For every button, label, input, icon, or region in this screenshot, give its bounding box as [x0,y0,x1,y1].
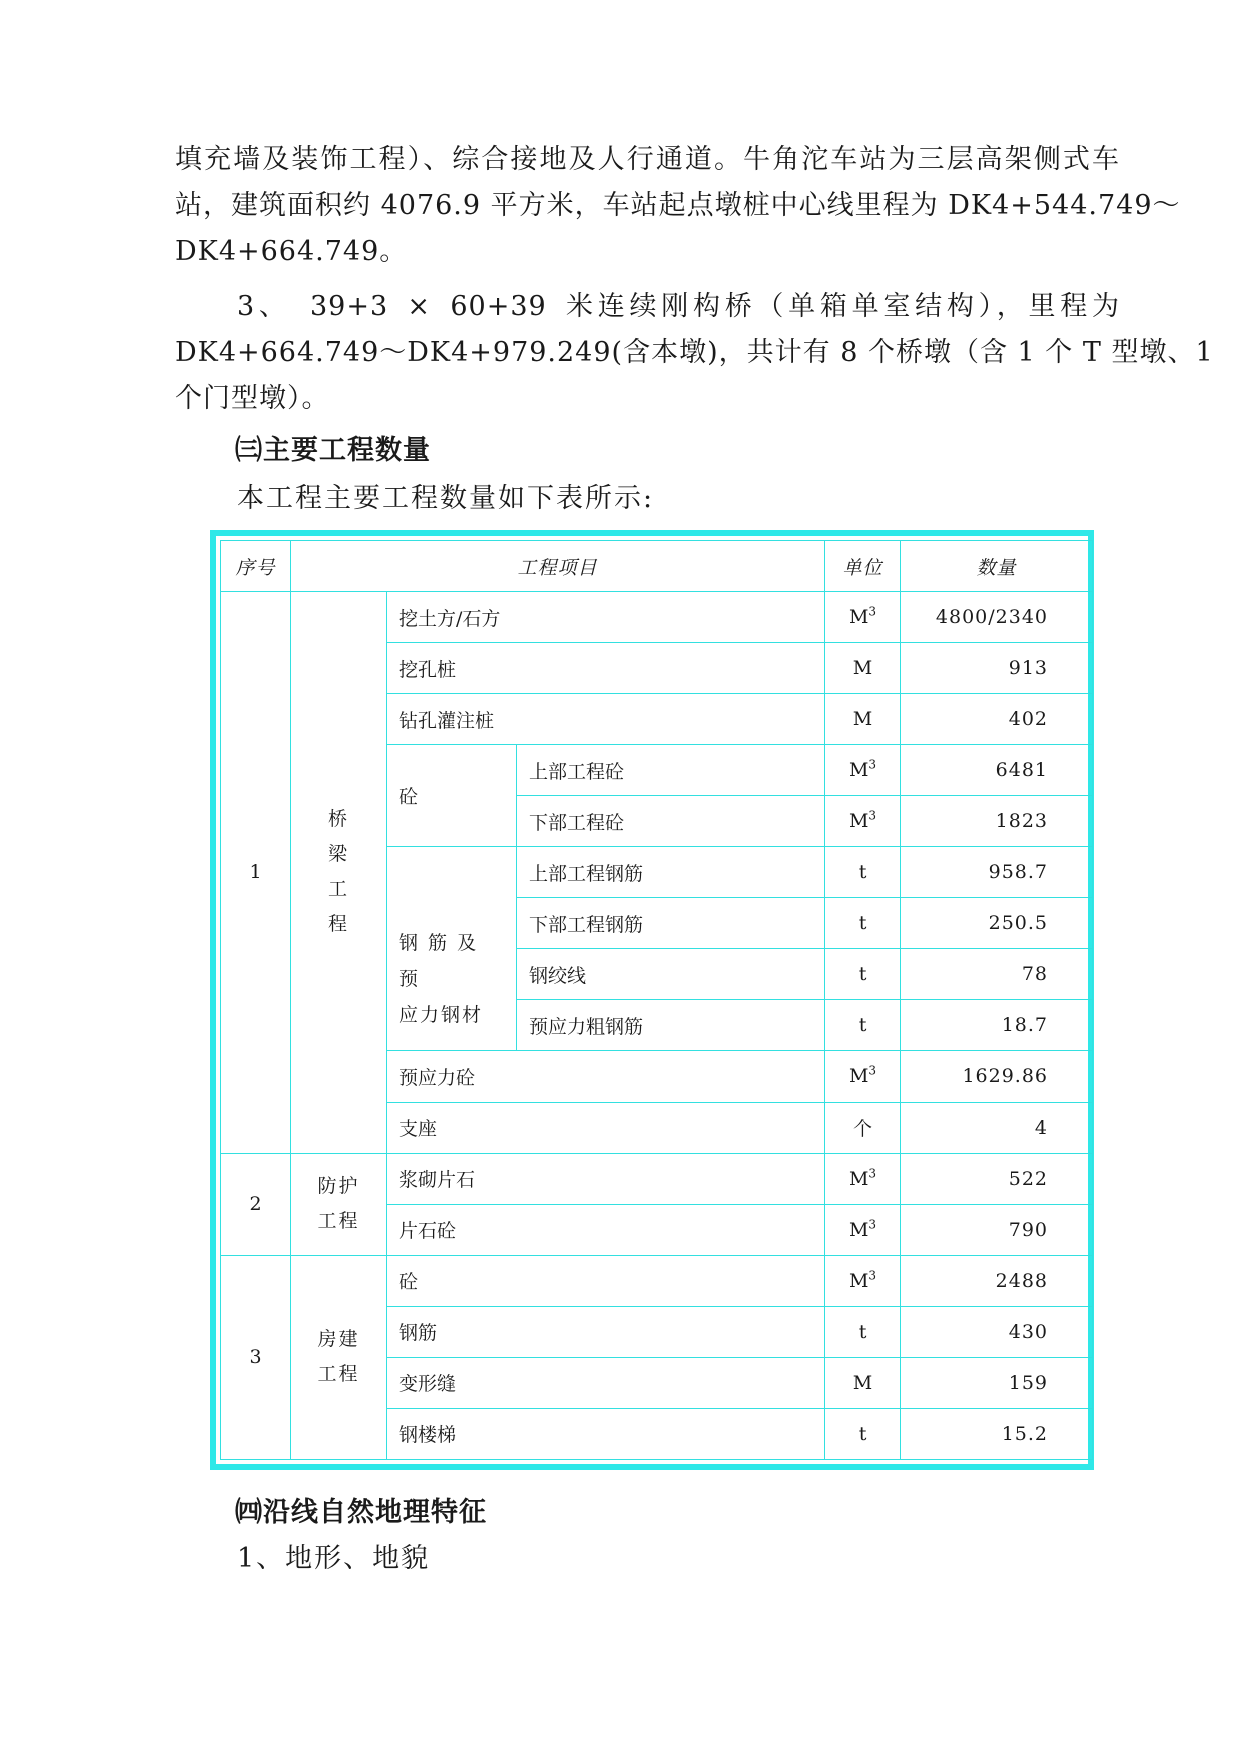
unit-cell: $M^3$ [825,592,901,643]
quantity-cell: 4800/2340 [901,592,1093,643]
item-name: 下部工程钢筋 [517,898,825,949]
unit-cell: t [825,847,901,898]
item-name: 变形缝 [387,1357,825,1408]
group-category-protection [291,1153,387,1255]
quantity-cell: 18.7 [901,1000,1093,1051]
item-name: 钻孔灌注桩 [387,694,825,745]
header-unit: 单位 [825,541,901,592]
unit-cell: $M^3$ [825,1255,901,1306]
table-row [221,592,1093,643]
item-name: 片石砼 [387,1204,825,1255]
group-number: 2 [221,1153,291,1255]
category-line: 工程 [317,1363,360,1386]
unit-cell: t [825,898,901,949]
item-name: 预应力粗钢筋 [517,1000,825,1051]
subgroup-line: 应力钢材 [399,1003,484,1026]
quantity-cell: 522 [901,1153,1093,1204]
paragraph-line: 个门型墩）。 [175,383,330,414]
group-category-bridge [291,592,387,1154]
quantity-cell: 790 [901,1204,1093,1255]
unit-cell: 个 [825,1102,901,1153]
unit-cell: $M^3$ [825,745,901,796]
unit-cell: $M^3$ [825,1204,901,1255]
header-no: 序号 [221,541,291,592]
unit-cell: M [825,1357,901,1408]
subsection-heading-terrain: 1、地形、地貌 [237,1543,431,1574]
item-name: 挖孔桩 [387,643,825,694]
paragraph-line: DK4+664.749～DK4+979.249(含本墩)，共计有 8 个桥墩（含 1 个 T 型墩、1 [175,337,1214,368]
quantity-cell: 15.2 [901,1408,1093,1459]
unit-cell: t [825,1306,901,1357]
header-item: 工程项目 [291,541,825,592]
paragraph-line: 站，建筑面积约 4076.9 平方米，车站起点墩桩中心线里程为 DK4+544.749～ [175,190,1181,221]
paragraph-line: 3、 39+3 × 60+39 米连续刚构桥（单箱单室结构），里程为 [237,291,1120,322]
item-name: 钢绞线 [517,949,825,1000]
category-line: 防护 [317,1175,360,1198]
paragraph-station-description [175,137,1181,275]
item-name: 钢楼梯 [387,1408,825,1459]
category-char: 程 [327,913,349,936]
item-name: 砼 [387,1255,825,1306]
unit-cell: $M^3$ [825,1051,901,1102]
section-heading-geography: ㈣沿线自然地理特征 [235,1497,487,1528]
group-number: 1 [221,592,291,1154]
quantity-cell: 4 [901,1102,1093,1153]
table-intro-text: 本工程主要工程数量如下表所示: [237,483,655,514]
unit-cell: $M^3$ [825,1153,901,1204]
category-char: 桥 [327,808,349,831]
item-name: 浆砌片石 [387,1153,825,1204]
section-heading-quantities: ㈢主要工程数量 [235,435,431,466]
quantity-cell: 159 [901,1357,1093,1408]
group-number: 3 [221,1255,291,1459]
unit-cell: M [825,643,901,694]
table-header-row [221,541,1093,592]
category-line: 工程 [317,1210,360,1233]
unit-cell: t [825,1408,901,1459]
paragraph-bridge-description [175,284,1214,422]
category-char: 梁 [327,843,349,866]
quantity-cell: 1823 [901,796,1093,847]
subgroup-line: 钢 筋 及 预 [399,931,479,990]
quantity-cell: 430 [901,1306,1093,1357]
paragraph-line: DK4+664.749。 [175,236,408,267]
unit-cell: t [825,949,901,1000]
quantity-cell: 250.5 [901,898,1093,949]
quantity-cell: 913 [901,643,1093,694]
table-row [221,1153,1093,1204]
header-quantity: 数量 [901,541,1093,592]
item-name: 支座 [387,1102,825,1153]
quantity-cell: 6481 [901,745,1093,796]
category-line: 房建 [317,1328,360,1351]
unit-cell: t [825,1000,901,1051]
quantity-cell: 958.7 [901,847,1093,898]
item-name: 上部工程砼 [517,745,825,796]
table-row [221,1255,1093,1306]
quantity-cell: 402 [901,694,1093,745]
item-name: 下部工程砼 [517,796,825,847]
quantity-cell: 78 [901,949,1093,1000]
subgroup-concrete: 砼 [387,745,517,847]
item-name: 钢筋 [387,1306,825,1357]
group-category-building [291,1255,387,1459]
category-char: 工 [327,878,349,901]
item-name: 挖土方/石方 [387,592,825,643]
quantity-cell: 2488 [901,1255,1093,1306]
unit-cell: M [825,694,901,745]
paragraph-line: 填充墙及装饰工程）、综合接地及人行通道。牛角沱车站为三层高架侧式车 [175,144,1120,175]
item-name: 预应力砼 [387,1051,825,1102]
quantities-table-frame [210,530,1094,1470]
item-name: 上部工程钢筋 [517,847,825,898]
quantities-table [220,540,1093,1460]
unit-cell: $M^3$ [825,796,901,847]
subgroup-steel [387,847,517,1051]
quantity-cell: 1629.86 [901,1051,1093,1102]
